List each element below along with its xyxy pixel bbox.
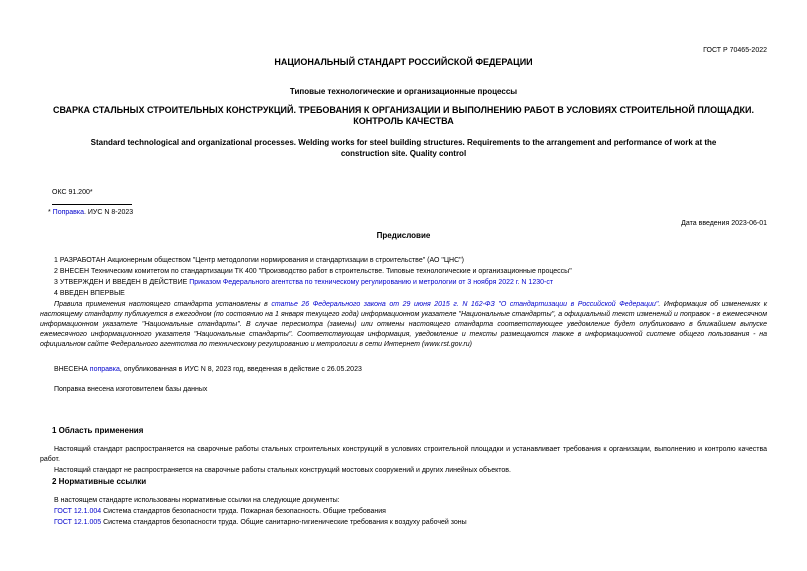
foreword-item-3-text: 3 УТВЕРЖДЕН И ВВЕДЕН В ДЕЙСТВИЕ — [54, 279, 190, 286]
document-number: ГОСТ Р 70465-2022 — [703, 47, 767, 54]
amendment-statement — [54, 365, 362, 375]
foreword-item-2: 2 ВНЕСЕН Техническим комитетом по стандартизации ТК 400 "Производство работ в строительстве. Типовые технологические и организационные процессы" — [54, 268, 572, 275]
section-2-heading: 2 Нормативные ссылки — [52, 477, 147, 486]
section-1-paragraph-2: Настоящий стандарт не распространяется на сварочные работы стальных конструкций мостовых сооружений и других линейных объектов. — [54, 467, 511, 474]
federal-law-link[interactable]: статье 26 Федерального закона от 29 июня 2015 г. N 162-ФЗ "О стандартизации в Российской Федерации" — [271, 301, 659, 308]
application-rules-text-2: . Информация об изменениях к настоящему стандарту публикуется в ежегодном (по состоянию на 1 января текущего года) информационном указателе "Национальные стандарты", а официальный текст изменений и поправок - в ежемесячном информационном указателе "Национальные стандарты". В случае пересмотра (замены) или отмены настоящего стандарта соответствующее уведомление будет опубликовано в ближайшем выпуске ежемесячного информационного указателя "Национальные стандарты". Соответствующая информация, уведомление и тексты размещаются также в информационной системе общего пользования - на официальном сайте Федерального агентства по техническому регулированию и метрологии в сети Интернет (www.rst.gov.ru) — [40, 301, 768, 348]
foreword-item-3 — [54, 278, 553, 288]
normative-reference-2-title: Система стандартов безопасности труда. Общие санитарно-гигиенические требования к воздуху рабочей зоны — [101, 519, 467, 526]
foreword-item-4: 4 ВВЕДЕН ВПЕРВЫЕ — [54, 290, 125, 297]
footnote-mark: * — [48, 209, 53, 216]
normative-reference-1-title: Система стандартов безопасности труда. Пожарная безопасность. Общие требования — [101, 508, 386, 515]
gost-12-1-005-link[interactable]: ГОСТ 12.1.005 — [54, 519, 102, 526]
footnote — [48, 208, 133, 218]
document-title-en — [0, 137, 807, 159]
gost-12-1-004-link[interactable]: ГОСТ 12.1.004 — [54, 508, 102, 515]
document-title-ru — [0, 105, 807, 127]
footnote-text: . ИУС N 8-2023 — [84, 209, 134, 216]
approval-order-link[interactable]: Приказом Федерального агентства по техническому регулированию и метрологии от 3 ноября 2022 г. N 1230-ст — [189, 279, 554, 286]
document-subtitle: Типовые технологические и организационные процессы — [289, 87, 518, 96]
amendment-link[interactable]: поправка — [89, 366, 120, 373]
section-1-heading: 1 Область применения — [52, 426, 144, 435]
oks-code: ОКС 91.200* — [52, 189, 93, 196]
amendment-prefix: ВНЕСЕНА — [54, 366, 90, 373]
normative-reference-1 — [54, 507, 386, 517]
section-2-intro: В настоящем стандарте использованы нормативные ссылки на следующие документы: — [54, 497, 340, 504]
document-title-en-line1: Standard technological and organizational processes. Welding works for steel building structures. Requirements to the arrangement and performance of work at the — [90, 138, 717, 147]
amendment-note: Поправка внесена изготовителем базы данных — [54, 386, 208, 393]
application-rules-paragraph — [40, 300, 767, 350]
foreword-heading: Предисловие — [376, 231, 431, 240]
document-title-ru-line1: СВАРКА СТАЛЬНЫХ СТРОИТЕЛЬНЫХ КОНСТРУКЦИЙ. ТРЕБОВАНИЯ К ОРГАНИЗАЦИИ И ВЫПОЛНЕНИЮ РАБОТ В УСЛОВИЯХ СТРОИТЕЛЬНОЙ ПЛОЩАДКИ. — [53, 105, 754, 115]
application-rules-text-1: Правила применения настоящего стандарта установлены в — [54, 301, 272, 308]
section-1-paragraph-1: Настоящий стандарт распространяется на сварочные работы стальных строительных конструкций в условиях строительной площадки и устанавливает требования к организации, выполнению и контролю качества работ. — [40, 446, 767, 463]
amendment-footnote-link[interactable]: Поправка — [52, 209, 85, 216]
standard-type-heading: НАЦИОНАЛЬНЫЙ СТАНДАРТ РОССИЙСКОЙ ФЕДЕРАЦИИ — [274, 57, 533, 67]
amendment-details: , опубликованная в ИУС N 8, 2023 год, введенная в действие с 26.05.2023 — [119, 366, 362, 373]
footnote-divider — [52, 204, 132, 205]
normative-reference-2 — [54, 518, 467, 528]
document-title-en-line2: construction site. Quality control — [340, 149, 467, 158]
document-title-ru-line2: КОНТРОЛЬ КАЧЕСТВА — [353, 116, 454, 126]
foreword-item-1: 1 РАЗРАБОТАН Акционерным обществом "Центр методологии нормирования и стандартизации в строительстве" (АО "ЦНС") — [54, 257, 464, 264]
introduction-date: Дата введения 2023-06-01 — [681, 220, 767, 227]
